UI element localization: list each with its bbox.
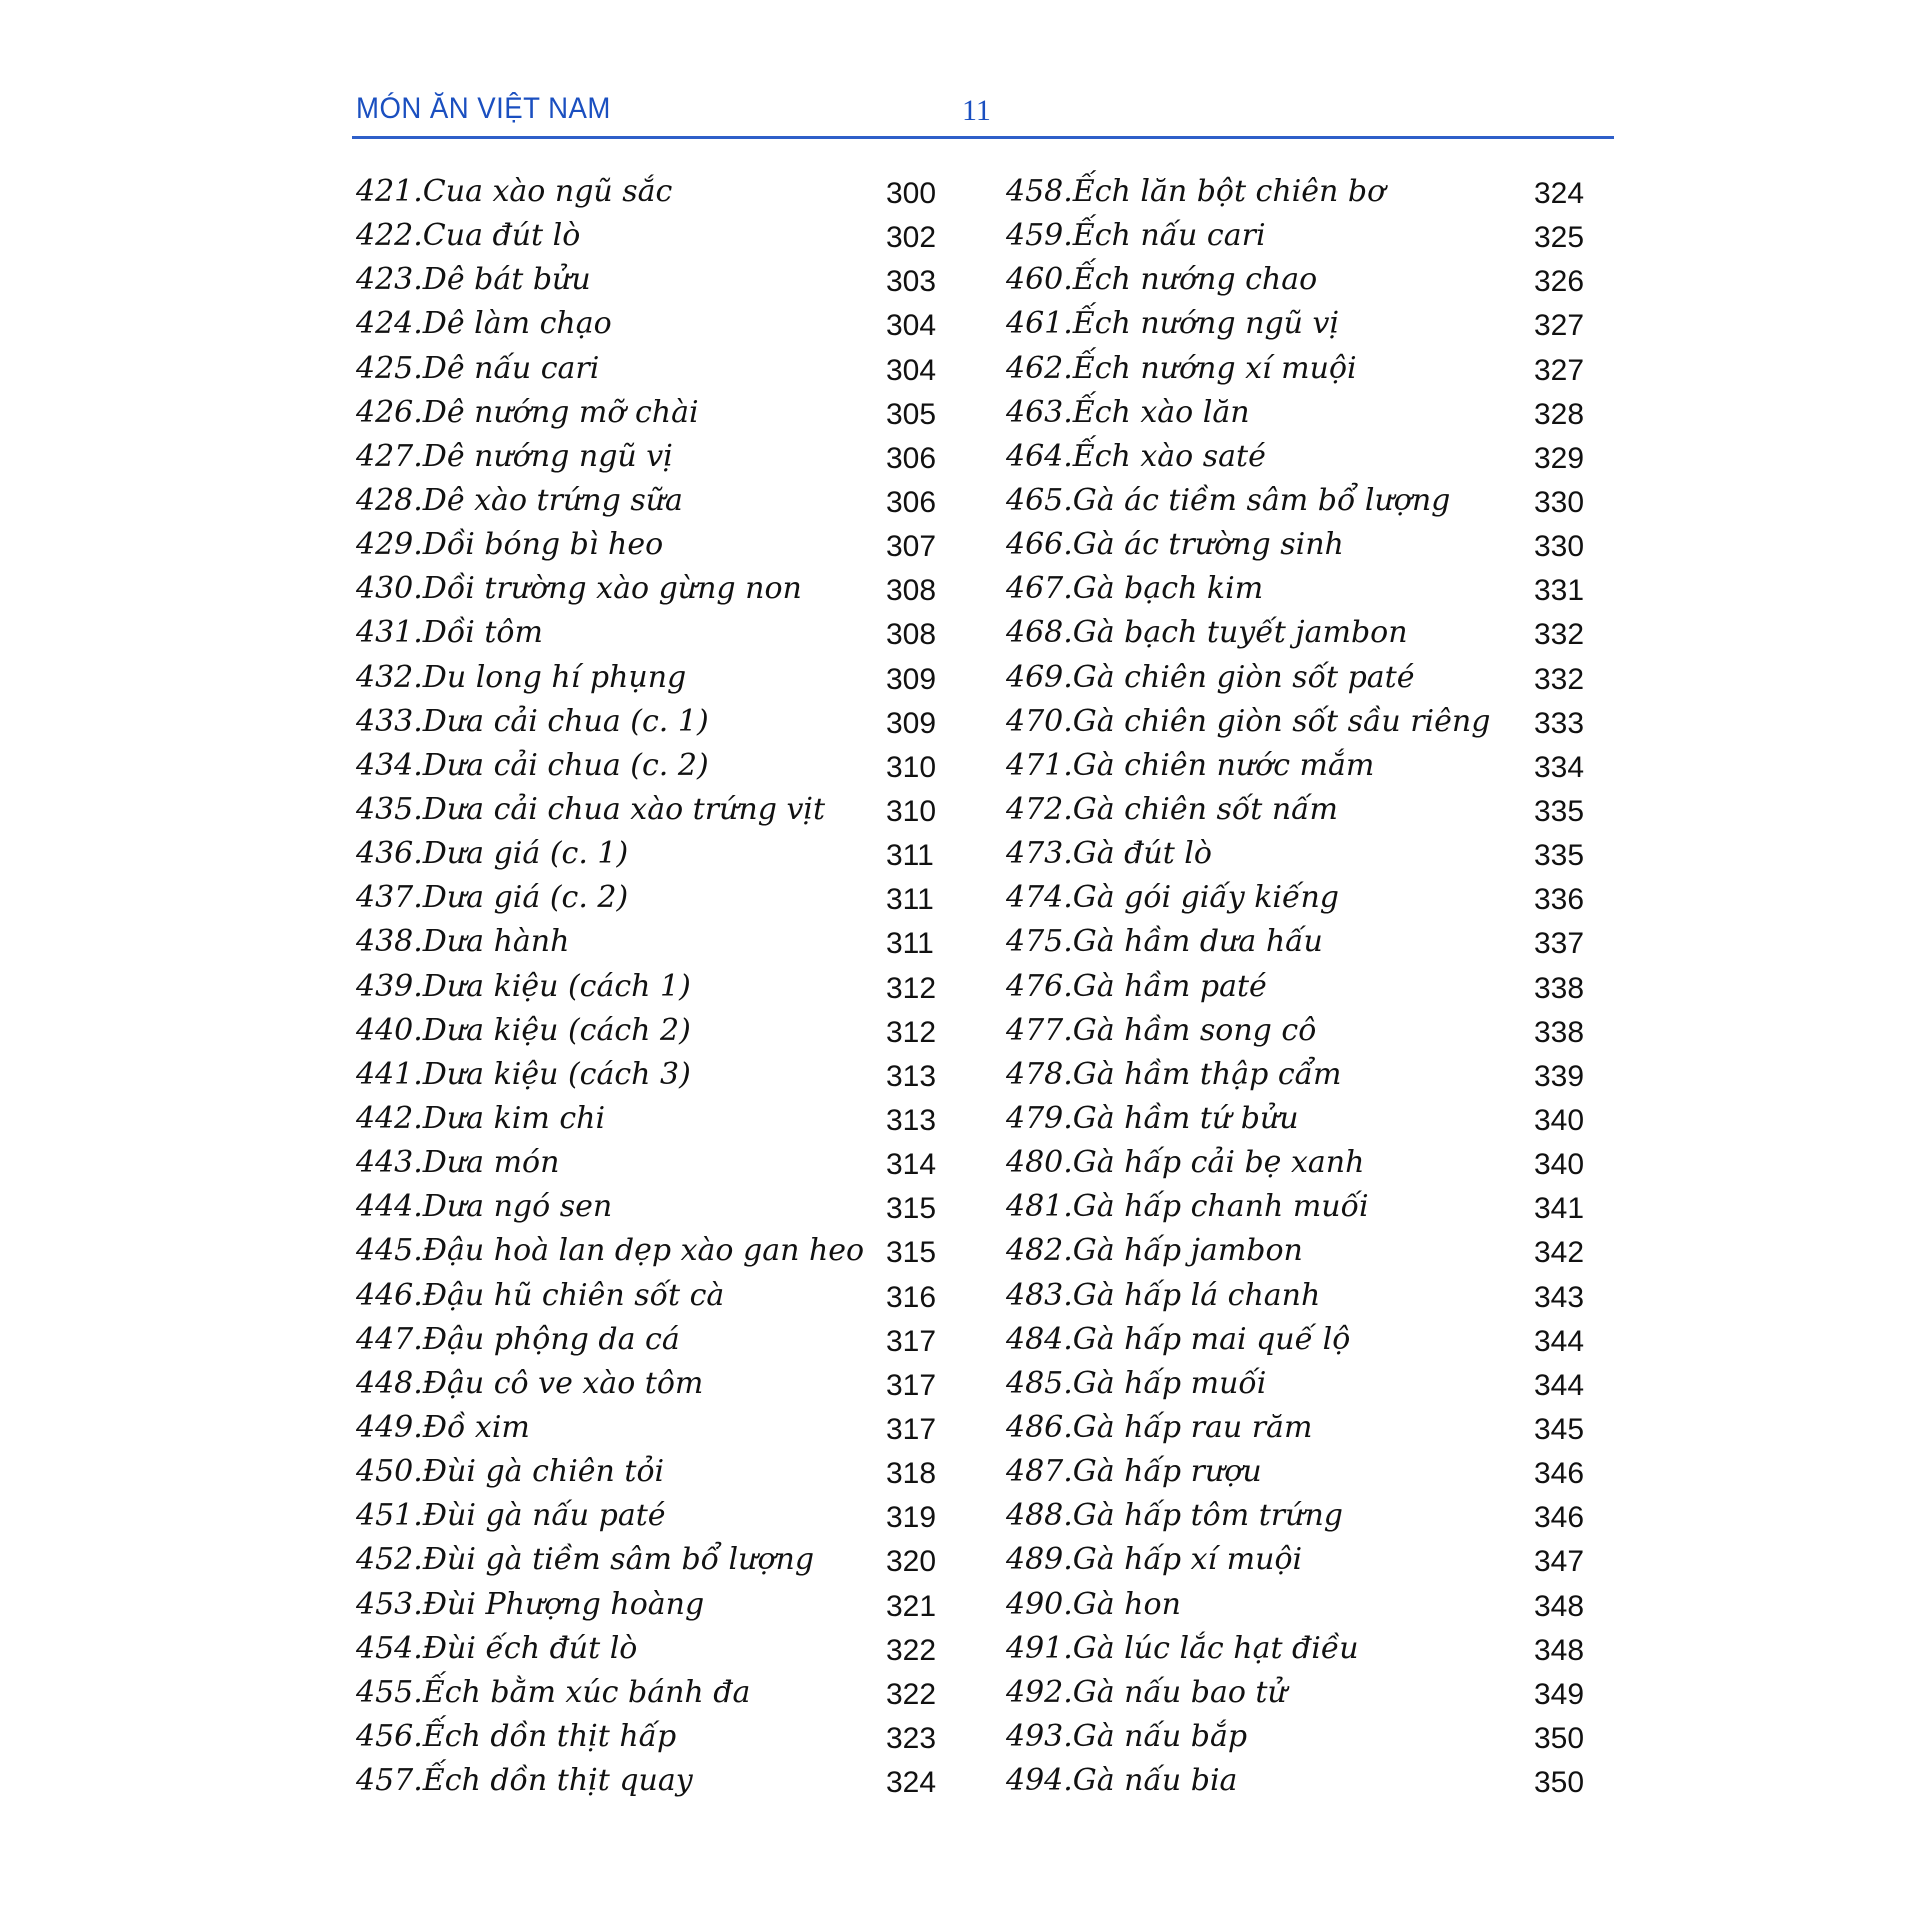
entry-title: 494.Gà nấu bia [1006, 1763, 1238, 1799]
entry-page-number: 338 [1534, 1015, 1585, 1049]
entry-page-number: 334 [1534, 750, 1585, 784]
index-entry [356, 1099, 946, 1143]
entry-page-number: 348 [1534, 1633, 1585, 1667]
entry-title: 468.Gà bạch tuyết jambon [1006, 615, 1408, 651]
index-entry [356, 1143, 946, 1187]
entry-title: 472.Gà chiên sốt nấm [1006, 791, 1339, 827]
entry-title: 467.Gà bạch kim [1006, 571, 1264, 607]
entry-page-number: 340 [1534, 1103, 1585, 1137]
entry-title: 478.Gà hầm thập cẩm [1006, 1056, 1342, 1092]
entry-page-number: 348 [1534, 1589, 1585, 1623]
entry-title: 457.Ếch dồn thịt quay [356, 1763, 693, 1799]
running-header [356, 92, 1614, 140]
index-entry [356, 878, 946, 922]
entry-title: 482.Gà hấp jambon [1006, 1233, 1303, 1269]
entry-title: 442.Dưa kim chi [356, 1100, 606, 1136]
entry-title: 432.Du long hí phụng [356, 659, 687, 695]
index-entry [1006, 746, 1596, 790]
entry-page-number: 313 [886, 1059, 937, 1093]
entry-title: 427.Dê nướng ngũ vị [356, 438, 673, 474]
index-entry [356, 967, 946, 1011]
entry-page-number: 309 [886, 662, 937, 696]
index-entry [1006, 437, 1596, 481]
entry-title: 471.Gà chiên nước mắm [1006, 747, 1375, 783]
entry-page-number: 311 [886, 927, 934, 961]
entry-title: 426.Dê nướng mỡ chài [356, 394, 699, 430]
entry-title: 475.Gà hầm dưa hấu [1006, 924, 1323, 960]
index-entry [1006, 1143, 1596, 1187]
entry-page-number: 335 [1534, 794, 1585, 828]
index-entry [1006, 1276, 1596, 1320]
index-entry [356, 702, 946, 746]
entry-title: 446.Đậu hũ chiên sốt cà [356, 1277, 725, 1313]
entry-title: 486.Gà hấp rau răm [1006, 1409, 1313, 1445]
entry-page-number: 330 [1534, 485, 1585, 519]
entry-page-number: 336 [1534, 883, 1585, 917]
entry-page-number: 312 [886, 1015, 937, 1049]
entry-page-number: 332 [1534, 662, 1585, 696]
entry-title: 422.Cua đút lò [356, 218, 581, 254]
entry-title: 477.Gà hầm song cô [1006, 1012, 1317, 1048]
entry-title: 444.Dưa ngó sen [356, 1189, 613, 1225]
entry-title: 441.Dưa kiệu (cách 3) [356, 1056, 691, 1092]
entry-title: 456.Ếch dồn thịt hấp [356, 1718, 677, 1754]
index-entry [1006, 1496, 1596, 1540]
entry-page-number: 302 [886, 221, 937, 255]
entry-page-number: 346 [1534, 1457, 1585, 1491]
entry-page-number: 346 [1534, 1501, 1585, 1535]
entry-title: 445.Đậu hoà lan dẹp xào gan heo [356, 1233, 865, 1269]
page-number: 11 [962, 94, 991, 127]
index-entry [356, 1496, 946, 1540]
entry-title: 443.Dưa món [356, 1145, 560, 1181]
index-entry [1006, 569, 1596, 613]
entry-page-number: 324 [886, 1766, 937, 1800]
entry-title: 433.Dưa cải chua (c. 1) [356, 703, 709, 739]
entry-page-number: 317 [886, 1324, 937, 1358]
entry-title: 485.Gà hấp muối [1006, 1365, 1267, 1401]
index-entry [356, 349, 946, 393]
index-entry [1006, 1408, 1596, 1452]
index-entry [1006, 216, 1596, 260]
index-entry [1006, 1187, 1596, 1231]
index-entry [1006, 349, 1596, 393]
entry-title: 484.Gà hấp mai quế lộ [1006, 1321, 1351, 1357]
entry-title: 436.Dưa giá (c. 1) [356, 836, 629, 872]
entry-title: 463.Ếch xào lăn [1006, 394, 1250, 430]
entry-page-number: 314 [886, 1148, 937, 1182]
entry-title: 435.Dưa cải chua xào trứng vịt [356, 791, 826, 827]
entry-page-number: 339 [1534, 1059, 1585, 1093]
index-entry [1006, 393, 1596, 437]
entry-page-number: 330 [1534, 530, 1585, 564]
index-entry [356, 658, 946, 702]
entry-title: 473.Gà đút lò [1006, 836, 1212, 872]
entry-page-number: 307 [886, 530, 937, 564]
index-entry [356, 1673, 946, 1717]
entry-title: 474.Gà gói giấy kiếng [1006, 880, 1340, 916]
index-entry [356, 1540, 946, 1584]
entry-page-number: 326 [1534, 265, 1585, 299]
index-entry [356, 393, 946, 437]
entry-page-number: 322 [886, 1677, 937, 1711]
header-rule [352, 136, 1614, 139]
entry-page-number: 303 [886, 265, 937, 299]
index-entry [1006, 1540, 1596, 1584]
entry-title: 437.Dưa giá (c. 2) [356, 880, 629, 916]
entry-title: 424.Dê làm chạo [356, 306, 612, 342]
entry-page-number: 324 [1534, 177, 1585, 210]
index-entry [1006, 1585, 1596, 1629]
entry-page-number: 321 [886, 1589, 937, 1623]
index-entry [356, 1408, 946, 1452]
entry-title: 428.Dê xào trứng sữa [356, 482, 683, 518]
index-entry [1006, 702, 1596, 746]
entry-title: 425.Dê nấu cari [356, 350, 600, 386]
entry-title: 479.Gà hầm tứ bửu [1006, 1100, 1299, 1136]
index-entry [1006, 878, 1596, 922]
index-entry [1006, 1629, 1596, 1673]
entry-page-number: 304 [886, 309, 937, 343]
entry-title: 470.Gà chiên giòn sốt sầu riêng [1006, 703, 1491, 739]
index-entry [356, 1276, 946, 1320]
entry-page-number: 309 [886, 706, 937, 740]
entry-page-number: 322 [886, 1633, 937, 1667]
entry-page-number: 308 [886, 618, 937, 652]
entry-title: 454.Đùi ếch đút lò [356, 1630, 638, 1666]
entry-page-number: 335 [1534, 839, 1585, 873]
index-entry [356, 613, 946, 657]
entry-page-number: 315 [886, 1192, 937, 1226]
entry-title: 423.Dê bát bửu [356, 262, 591, 298]
entry-title: 440.Dưa kiệu (cách 2) [356, 1012, 691, 1048]
index-entry [1006, 1717, 1596, 1761]
entry-page-number: 318 [886, 1457, 937, 1491]
entry-title: 480.Gà hấp cải bẹ xanh [1006, 1145, 1365, 1181]
right-index-column [1006, 172, 1596, 1805]
entry-page-number: 342 [1534, 1236, 1585, 1270]
index-entry [356, 1187, 946, 1231]
index-entry [356, 1320, 946, 1364]
entry-title: 490.Gà hon [1006, 1586, 1181, 1622]
index-entry [356, 834, 946, 878]
entry-page-number: 350 [1534, 1766, 1585, 1800]
entry-title: 481.Gà hấp chanh muối [1006, 1189, 1369, 1225]
index-entry [356, 172, 946, 216]
entry-title: 489.Gà hấp xí muội [1006, 1542, 1303, 1578]
index-entry [356, 746, 946, 790]
entry-title: 449.Đồ xim [356, 1409, 530, 1445]
index-entry [1006, 1011, 1596, 1055]
entry-title: 469.Gà chiên giòn sốt paté [1006, 659, 1415, 695]
entry-title: 450.Đùi gà chiên tỏi [356, 1454, 665, 1490]
entry-title: 430.Dồi trường xào gừng non [356, 571, 802, 607]
index-entry [1006, 1231, 1596, 1275]
entry-title: 462.Ếch nướng xí muội [1006, 350, 1357, 386]
entry-page-number: 300 [886, 177, 937, 210]
entry-page-number: 317 [886, 1412, 937, 1446]
entry-page-number: 310 [886, 794, 937, 828]
index-entry [1006, 790, 1596, 834]
entry-page-number: 325 [1534, 221, 1585, 255]
entry-title: 421.Cua xào ngũ sắc [356, 174, 673, 209]
index-entry [1006, 260, 1596, 304]
entry-page-number: 340 [1534, 1148, 1585, 1182]
entry-page-number: 327 [1534, 309, 1585, 343]
index-entry [356, 1055, 946, 1099]
entry-page-number: 327 [1534, 353, 1585, 387]
entry-page-number: 304 [886, 353, 937, 387]
index-entry [1006, 481, 1596, 525]
entry-page-number: 343 [1534, 1280, 1585, 1314]
entry-page-number: 337 [1534, 927, 1585, 961]
entry-title: 434.Dưa cải chua (c. 2) [356, 747, 709, 783]
entry-page-number: 338 [1534, 971, 1585, 1005]
entry-page-number: 308 [886, 574, 937, 608]
index-entry [356, 481, 946, 525]
entry-title: 447.Đậu phộng da cá [356, 1321, 680, 1357]
index-entry [356, 260, 946, 304]
index-entry [1006, 172, 1596, 216]
entry-title: 451.Đùi gà nấu paté [356, 1498, 666, 1534]
entry-page-number: 344 [1534, 1324, 1585, 1358]
entry-title: 491.Gà lúc lắc hạt điều [1006, 1630, 1359, 1666]
entry-title: 492.Gà nấu bao tử [1006, 1674, 1287, 1710]
entry-page-number: 347 [1534, 1545, 1585, 1579]
entry-title: 464.Ếch xào saté [1006, 438, 1266, 474]
index-entry [356, 1629, 946, 1673]
entry-page-number: 313 [886, 1103, 937, 1137]
entry-title: 466.Gà ác trường sinh [1006, 527, 1344, 563]
left-index-column [356, 172, 946, 1805]
entry-title: 429.Dồi bóng bì heo [356, 527, 664, 563]
index-entry [356, 1231, 946, 1275]
entry-title: 465.Gà ác tiềm sâm bổ lượng [1006, 482, 1451, 518]
index-entry [1006, 1761, 1596, 1805]
entry-title: 483.Gà hấp lá chanh [1006, 1277, 1321, 1313]
entry-title: 459.Ếch nấu cari [1006, 218, 1266, 254]
index-entry [356, 922, 946, 966]
index-entry [1006, 1364, 1596, 1408]
index-entry [1006, 1055, 1596, 1099]
index-entry [1006, 1320, 1596, 1364]
entry-page-number: 350 [1534, 1721, 1585, 1755]
index-entry [1006, 525, 1596, 569]
index-entry [1006, 658, 1596, 702]
entry-page-number: 349 [1534, 1677, 1585, 1711]
entry-title: 487.Gà hấp rượu [1006, 1454, 1262, 1490]
entry-page-number: 306 [886, 441, 937, 475]
entry-title: 488.Gà hấp tôm trứng [1006, 1498, 1343, 1534]
entry-page-number: 319 [886, 1501, 937, 1535]
entry-page-number: 317 [886, 1368, 937, 1402]
index-entry [356, 790, 946, 834]
entry-page-number: 323 [886, 1721, 937, 1755]
index-entry [1006, 922, 1596, 966]
entry-page-number: 311 [886, 839, 934, 873]
entry-title: 458.Ếch lăn bột chiên bơ [1006, 174, 1386, 209]
index-entry [1006, 1452, 1596, 1496]
entry-page-number: 305 [886, 397, 937, 431]
entry-title: 455.Ếch bằm xúc bánh đa [356, 1674, 751, 1710]
index-entry [1006, 1099, 1596, 1143]
entry-title: 431.Dồi tôm [356, 615, 543, 651]
index-entry [356, 1011, 946, 1055]
index-entry [356, 1452, 946, 1496]
entry-title: 453.Đùi Phượng hoàng [356, 1586, 705, 1622]
index-entry [1006, 834, 1596, 878]
entry-page-number: 316 [886, 1280, 937, 1314]
index-entry [356, 216, 946, 260]
entry-page-number: 333 [1534, 706, 1585, 740]
entry-page-number: 345 [1534, 1412, 1585, 1446]
index-entry [356, 1761, 946, 1805]
index-entry [356, 1364, 946, 1408]
entry-page-number: 328 [1534, 397, 1585, 431]
entry-page-number: 331 [1534, 574, 1585, 608]
entry-page-number: 310 [886, 750, 937, 784]
entry-title: 476.Gà hầm paté [1006, 968, 1267, 1004]
index-entry [356, 1585, 946, 1629]
entry-page-number: 315 [886, 1236, 937, 1270]
entry-title: 439.Dưa kiệu (cách 1) [356, 968, 691, 1004]
entry-page-number: 341 [1534, 1192, 1585, 1226]
entry-title: 448.Đậu cô ve xào tôm [356, 1365, 704, 1401]
entry-page-number: 329 [1534, 441, 1585, 475]
entry-page-number: 312 [886, 971, 937, 1005]
index-entry [356, 569, 946, 613]
entry-title: 452.Đùi gà tiềm sâm bổ lượng [356, 1542, 815, 1578]
index-entry [1006, 304, 1596, 348]
index-entry [1006, 1673, 1596, 1717]
entry-title: 493.Gà nấu bắp [1006, 1718, 1248, 1754]
index-entry [356, 437, 946, 481]
entry-title: 460.Ếch nướng chao [1006, 262, 1318, 298]
entry-page-number: 344 [1534, 1368, 1585, 1402]
index-entry [1006, 967, 1596, 1011]
entry-title: 461.Ếch nướng ngũ vị [1006, 306, 1340, 342]
book-title: MÓN ĂN VIỆT NAM [356, 92, 611, 125]
index-entry [356, 304, 946, 348]
index-entry [356, 525, 946, 569]
entry-page-number: 332 [1534, 618, 1585, 652]
index-entry [356, 1717, 946, 1761]
entry-page-number: 311 [886, 883, 934, 917]
entry-page-number: 306 [886, 485, 937, 519]
entry-page-number: 320 [886, 1545, 937, 1579]
index-entry [1006, 613, 1596, 657]
entry-title: 438.Dưa hành [356, 924, 570, 960]
